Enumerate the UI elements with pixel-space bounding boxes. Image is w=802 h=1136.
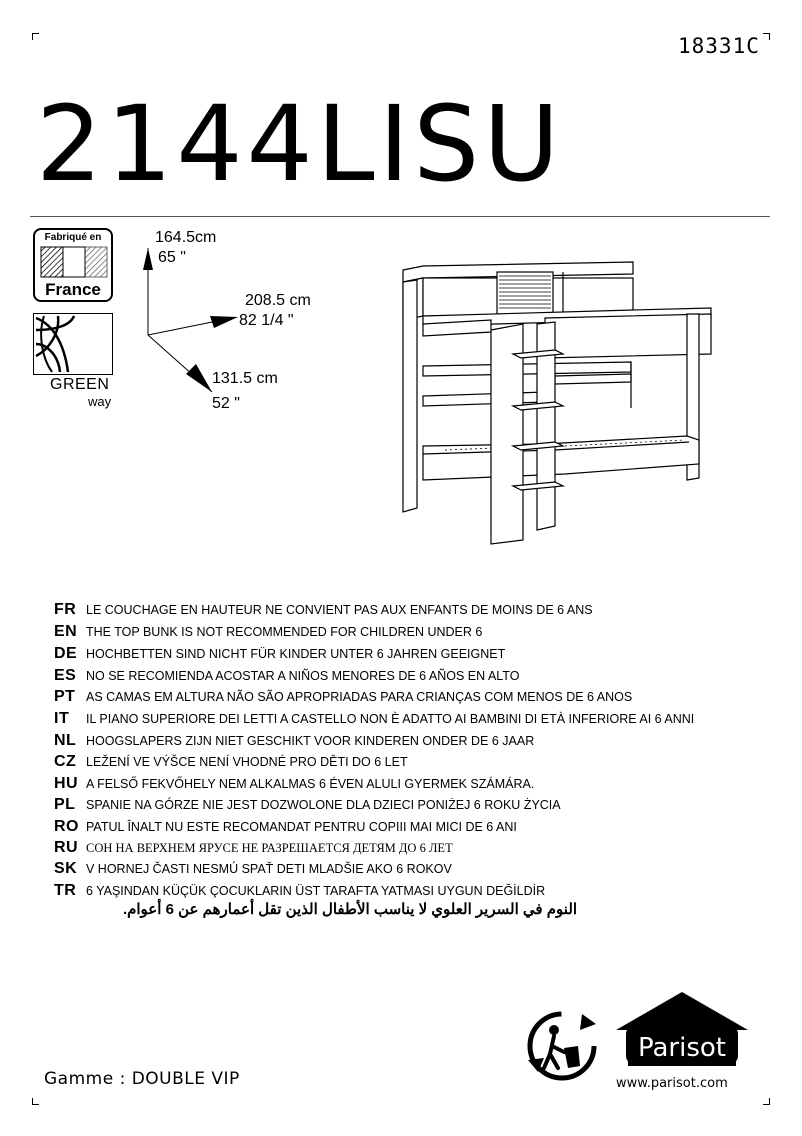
language-code: PT	[54, 688, 76, 705]
warning-text: HOOGSLAPERS ZIJN NIET GESCHIKT VOOR KINDEREN ONDER DE 6 JAAR	[86, 734, 535, 748]
green-way-logo-box	[33, 313, 113, 375]
dimension-axes-diagram	[140, 240, 250, 415]
made-in-france-badge	[33, 228, 113, 302]
crop-mark-top-left	[32, 33, 39, 40]
warning-text: СОН НА ВЕРХНЕМ ЯРУСЕ НЕ РАЗРЕШАЕТСЯ ДЕТЯМ ДО 6 ЛЕТ	[86, 840, 453, 855]
language-code: SK	[54, 860, 78, 877]
product-title: 2144LISU	[36, 83, 564, 205]
warning-row	[54, 774, 534, 794]
language-code: IT	[54, 710, 70, 727]
language-code: RU	[54, 839, 79, 856]
length-cm: 208.5 cm	[245, 292, 311, 309]
warning-text: NO SE RECOMIENDA ACOSTAR A NIÑOS MENORES DE 6 AÑOS EN ALTO	[86, 669, 520, 683]
warning-text: SPANIE NA GÓRZE NIE JEST DOZWOLONE DLA DZIECI PONIŻEJ 6 ROKU ŻYCIA	[86, 798, 561, 812]
warning-text: THE TOP BUNK IS NOT RECOMMENDED FOR CHILDREN UNDER 6	[86, 625, 483, 639]
language-code: ES	[54, 667, 77, 684]
crop-mark-top-right	[763, 33, 770, 40]
length-arrow-icon	[210, 316, 238, 328]
warning-text: HOCHBETTEN SIND NICHT FÜR KINDER UNTER 6 JAHREN GEEIGNET	[86, 647, 506, 661]
warning-row	[54, 731, 534, 751]
warning-row	[54, 859, 452, 879]
language-code: EN	[54, 623, 78, 640]
made-in-country: France	[45, 280, 101, 299]
warning-row	[54, 687, 632, 707]
french-flag-icon	[40, 246, 108, 278]
green-way-word: way	[88, 394, 112, 409]
depth-cm: 131.5 cm	[212, 370, 278, 387]
warning-row	[54, 622, 482, 642]
warning-text: LE COUCHAGE EN HAUTEUR NE CONVIENT PAS AUX ENFANTS DE MOINS DE 6 ANS	[86, 603, 593, 617]
crop-mark-bottom-left	[32, 1098, 39, 1105]
green-word: GREEN	[50, 376, 110, 393]
website-link[interactable]: www.parisot.com	[616, 1076, 728, 1091]
warning-row	[54, 881, 545, 901]
crop-mark-bottom-right	[763, 1098, 770, 1105]
depth-in: 52 "	[212, 395, 240, 412]
language-code: CZ	[54, 753, 77, 770]
warning-text: V HORNEJ ČASTI NESMÚ SPAŤ DETI MLADŠIE AKO 6 ROKOV	[86, 862, 452, 876]
language-code: DE	[54, 645, 78, 662]
brand-wordmark: Parisot	[637, 1033, 727, 1063]
warning-row	[54, 600, 593, 620]
length-in: 82 1/4 "	[239, 312, 294, 329]
language-code: FR	[54, 601, 77, 618]
warning-text: AS CAMAS EM ALTURA NÃO SÃO APROPRIADAS PARA CRIANÇAS COM MENOS DE 6 ANOS	[86, 690, 633, 704]
language-code: NL	[54, 732, 77, 749]
arabic-warning-text: النوم في السرير العلوي لا يناسب الأطفال الذين تقل أعمارهم عن 6 أعوام.	[122, 901, 578, 918]
warning-row	[54, 644, 505, 664]
warning-row	[54, 752, 408, 772]
language-code: HU	[54, 775, 79, 792]
globe-icon	[34, 314, 112, 374]
language-code: PL	[54, 796, 76, 813]
warning-text: 6 YAŞINDAN KÜÇÜK ÇOCUKLARIN ÜST TARAFTA YATMASI UYGUN DEĞİLDİR	[86, 884, 546, 898]
recycle-disposal-icon	[524, 1008, 600, 1084]
warning-text: A FELSŐ FEKVŐHELY NEM ALKALMAS 6 ÉVEN ALULI GYERMEK SZÁMÁRA.	[86, 777, 535, 791]
warning-row	[54, 666, 519, 686]
made-in-label: Fabriqué en	[44, 232, 102, 243]
parisot-logo	[612, 990, 752, 1070]
warning-text: LEŽENÍ VE VÝŠCE NENÍ VHODNÉ PRO DĚTI DO 6 LET	[86, 755, 408, 769]
title-divider	[30, 216, 770, 217]
height-in: 65 "	[158, 249, 186, 266]
warning-row	[54, 709, 694, 729]
depth-arrow-icon	[186, 364, 212, 392]
reference-code: 18331C	[678, 34, 760, 58]
height-cm: 164.5cm	[155, 229, 217, 246]
warning-text: PATUL ÎNALT NU ESTE RECOMANDAT PENTRU COPIII MAI MICI DE 6 ANI	[86, 820, 517, 834]
bunk-bed-illustration	[395, 258, 725, 548]
warning-row	[54, 795, 561, 815]
warning-text: IL PIANO SUPERIORE DEI LETTI A CASTELLO NON È ADATTO AI BAMBINI DI ETÀ INFERIORE AI 6 ANNI	[86, 712, 695, 726]
warning-row	[54, 817, 517, 837]
language-code: TR	[54, 882, 77, 899]
height-arrow-icon	[143, 248, 153, 270]
warning-row	[54, 838, 453, 858]
product-range: Gamme : DOUBLE VIP	[44, 1069, 240, 1089]
language-code: RO	[54, 818, 79, 835]
